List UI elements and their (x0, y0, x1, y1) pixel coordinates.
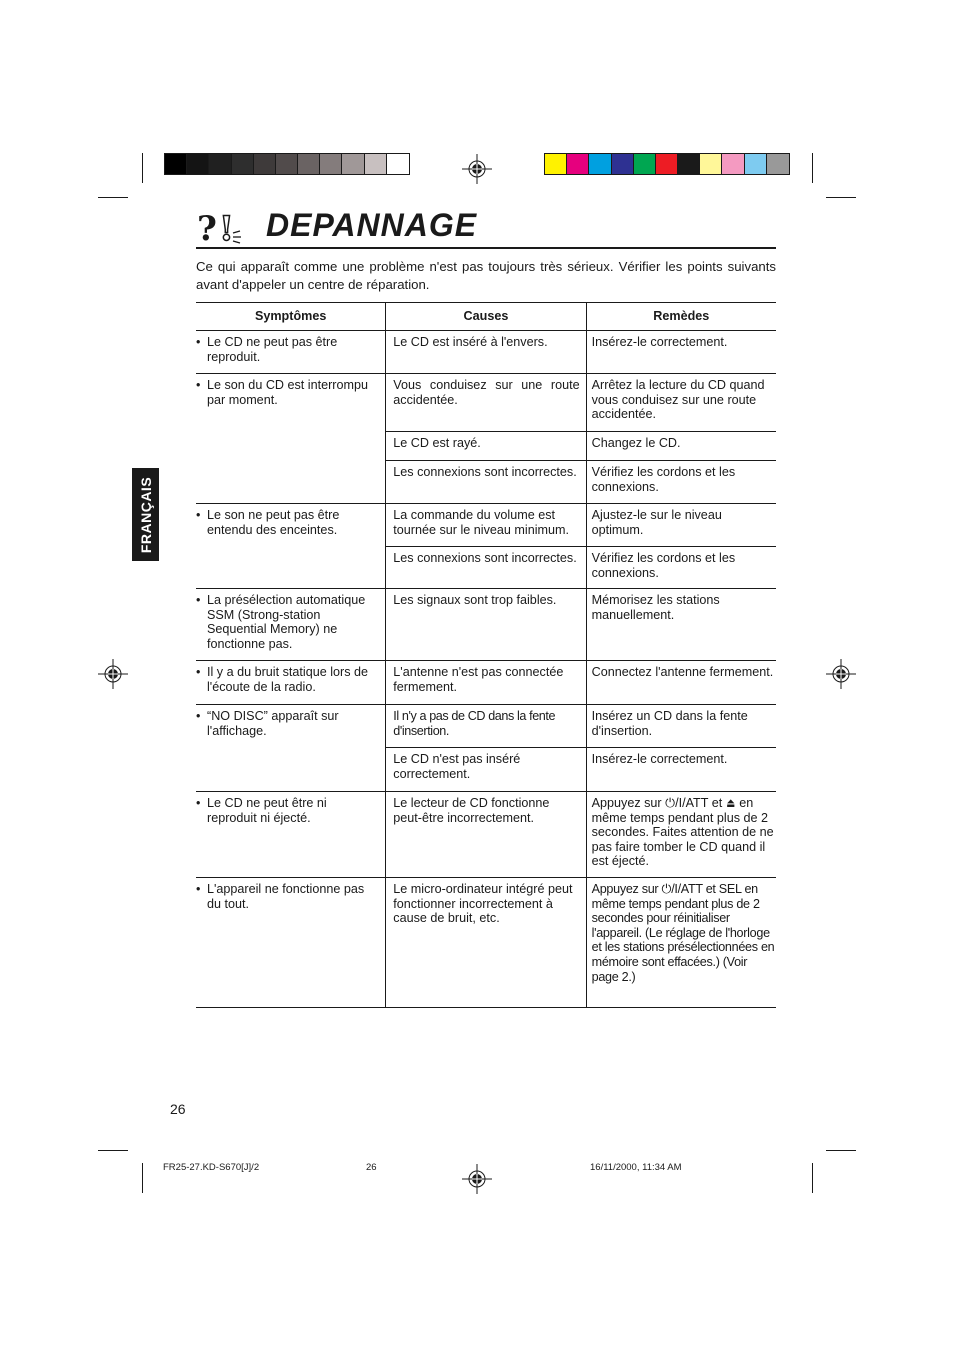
symptom-cell (196, 661, 386, 705)
color-swatch (567, 154, 589, 174)
color-swatch (589, 154, 611, 174)
page-number: 26 (170, 1101, 186, 1117)
registration-mark-icon (462, 154, 492, 184)
footer-page-label: 26 (366, 1162, 377, 1173)
symptom-text: La présélection automatique SSM (Strong-station Sequential Memory) ne fonctionne pas. (207, 593, 366, 651)
symptom-cell (196, 705, 386, 792)
color-swatch (254, 154, 276, 174)
color-swatch (365, 154, 387, 174)
svg-text:?: ? (197, 209, 217, 245)
cause-cell: L'antenne n'est pas connectée fermement. (386, 661, 586, 705)
bullet: • (196, 335, 201, 349)
color-swatch (745, 154, 767, 174)
bullet: • (196, 593, 201, 607)
table-row (196, 792, 776, 878)
color-swatch (187, 154, 209, 174)
table-row (196, 878, 776, 1008)
cause-cell: La commande du volume est tournée sur le niveau minimum. (386, 504, 586, 547)
registration-mark-icon (826, 659, 856, 689)
color-swatch (232, 154, 254, 174)
remedy-cell: Ajustez-le sur le niveau optimum. (586, 504, 776, 547)
header-symptoms: Symptômes (196, 303, 386, 331)
color-swatch (634, 154, 656, 174)
remedy-cell: Insérez-le correctement. (586, 331, 776, 374)
cause-cell: Les connexions sont incorrectes. (386, 547, 586, 589)
symptom-text: L'appareil ne fonctionne pas du tout. (207, 882, 365, 911)
crop-mark (826, 1150, 856, 1151)
language-tab-label: FRANÇAIS (137, 476, 154, 553)
symptom-cell (196, 374, 386, 504)
symptom-text: “NO DISC” apparaît sur l'affichage. (207, 709, 339, 738)
symptom-text: Le son du CD est interrompu par moment. (207, 378, 369, 407)
intro-paragraph: Ce qui apparaît comme une problème n'est pas toujours très sérieux. Vérifier les points suivants avant d'appeler un centre de réparation. (196, 259, 776, 292)
cause-cell: Les connexions sont incorrectes. (386, 461, 586, 504)
crop-mark (826, 197, 856, 198)
remedy-cell: Arrêtez la lecture du CD quand vous conduisez sur une route accidentée. (586, 374, 776, 432)
symptom-text: Le son ne peut pas être entendu des enceintes. (207, 508, 340, 537)
color-swatch (700, 154, 722, 174)
remedy-cell: Changez le CD. (586, 432, 776, 461)
troubleshooting-table (196, 302, 776, 1008)
language-tab (132, 468, 159, 561)
table-row (196, 374, 776, 432)
color-swatch (678, 154, 700, 174)
crop-mark (142, 1163, 143, 1193)
table-row (196, 331, 776, 374)
cause-cell: Vous conduisez sur une route accidentée. (386, 374, 586, 432)
crop-mark (98, 197, 128, 198)
color-swatch (656, 154, 678, 174)
remedy-cell: Vérifiez les cordons et les connexions. (586, 461, 776, 504)
bullet: • (196, 882, 201, 896)
color-swatch (387, 154, 409, 174)
remedy-cell: Insérez-le correctement. (586, 748, 776, 792)
remedy-cell: Appuyez sur ⏻/I/ATT et SEL en même temps pendant plus de 2 secondes pour réinitialiser l'appareil. (Le réglage de l'horloge et les stations présélectionnées en mémoire sont effacées.) (Voir page 2.) (586, 878, 776, 1008)
cause-cell: Le lecteur de CD fonctionne peut-être incorrectement. (386, 792, 586, 878)
footer-timestamp: 16/11/2000, 11:34 AM (590, 1162, 682, 1173)
symptom-cell (196, 792, 386, 878)
color-calibration-bar (544, 153, 790, 175)
symptom-text: Le CD ne peut être ni reproduit ni éjecté. (207, 796, 327, 825)
crop-mark (142, 153, 143, 183)
header-causes: Causes (386, 303, 586, 331)
color-swatch (722, 154, 744, 174)
cause-cell: Le CD n'est pas inséré correctement. (386, 748, 586, 792)
color-swatch (545, 154, 567, 174)
table-row (196, 705, 776, 748)
cause-cell: Il n'y a pas de CD dans la fente d'insertion. (386, 705, 586, 748)
cause-cell: Le CD est rayé. (386, 432, 586, 461)
remedy-cell: Appuyez sur ⏻/I/ATT et ⏏ en même temps pendant plus de 2 secondes. Faites attention de ne pas faire tomber le CD quand il est éjecté. (586, 792, 776, 878)
crop-mark (812, 1163, 813, 1193)
crop-mark (98, 1150, 128, 1151)
remedy-cell: Insérez un CD dans la fente d'insertion. (586, 705, 776, 748)
color-swatch (612, 154, 634, 174)
color-swatch (320, 154, 342, 174)
symptom-cell (196, 331, 386, 374)
troubleshooting-icon (197, 209, 243, 245)
table-header-row (196, 303, 776, 331)
crop-mark (812, 153, 813, 183)
remedy-cell: Mémorisez les stations manuellement. (586, 589, 776, 661)
color-swatch (209, 154, 231, 174)
bullet: • (196, 709, 201, 723)
svg-text:!: ! (219, 209, 234, 245)
color-swatch (342, 154, 364, 174)
symptom-text: Le CD ne peut pas être reproduit. (207, 335, 338, 364)
table-row (196, 589, 776, 661)
color-swatch (298, 154, 320, 174)
registration-mark-icon (462, 1164, 492, 1194)
title-rule (196, 247, 776, 249)
cause-cell: Le micro-ordinateur intégré peut fonctionner incorrectement à cause de bruit, etc. (386, 878, 586, 1008)
gray-calibration-bar (164, 153, 410, 175)
cause-cell: Le CD est inséré à l'envers. (386, 331, 586, 374)
remedy-cell: Vérifiez les cordons et les connexions. (586, 547, 776, 589)
page-title: DEPANNAGE (266, 207, 478, 243)
footer-file-label: FR25-27.KD-S670[J]/2 (163, 1162, 260, 1173)
color-swatch (165, 154, 187, 174)
bullet: • (196, 508, 201, 522)
registration-mark-icon (98, 659, 128, 689)
remedy-cell: Connectez l'antenne fermement. (586, 661, 776, 705)
symptom-text: Il y a du bruit statique lors de l'écoute de la radio. (207, 665, 369, 694)
color-swatch (276, 154, 298, 174)
header-remedies: Remèdes (586, 303, 776, 331)
bullet: • (196, 796, 201, 810)
table-row (196, 661, 776, 705)
symptom-cell (196, 504, 386, 589)
cause-cell: Les signaux sont trop faibles. (386, 589, 586, 661)
symptom-cell (196, 589, 386, 661)
color-swatch (767, 154, 789, 174)
bullet: • (196, 378, 201, 392)
symptom-cell (196, 878, 386, 1008)
table-row (196, 504, 776, 547)
bullet: • (196, 665, 201, 679)
